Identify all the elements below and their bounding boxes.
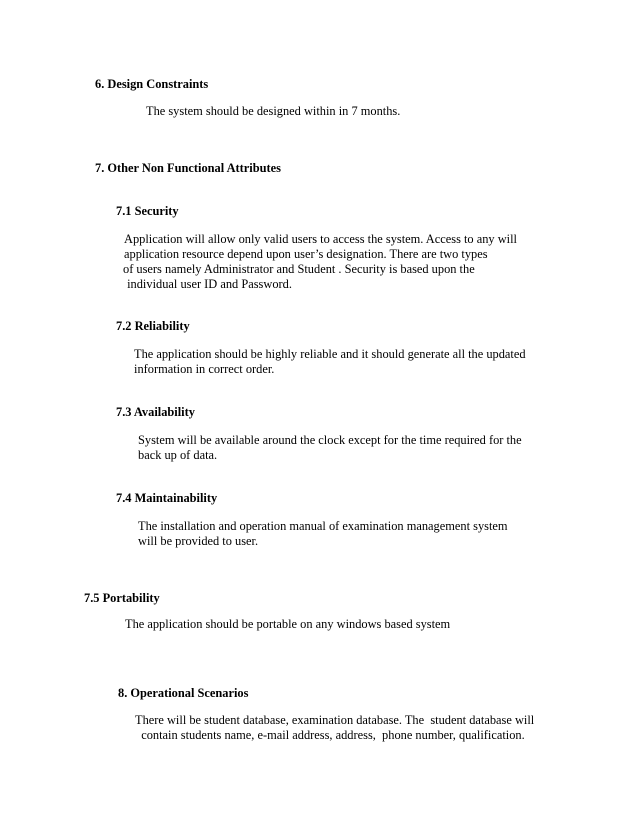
heading-reliability: 7.2 Reliability (116, 319, 190, 333)
heading-other-nfa: 7. Other Non Functional Attributes (95, 161, 281, 175)
availability-text (138, 433, 522, 463)
security-line: Application will allow only valid users to access the system. Access to any will (124, 232, 517, 246)
heading-maintainability: 7.4 Maintainability (116, 491, 218, 505)
operational-text (135, 713, 534, 743)
heading-operational-scenarios: 8. Operational Scenarios (118, 686, 249, 700)
availability-line: back up of data. (138, 448, 218, 462)
maintainability-text (138, 519, 508, 549)
operational-line: contain students name, e-mail address, address, phone number, qualification. (135, 728, 525, 742)
reliability-line: information in correct order. (134, 362, 275, 376)
heading-portability: 7.5 Portability (84, 591, 160, 605)
security-text (124, 232, 517, 292)
operational-line: There will be student database, examination database. The student database will (135, 713, 535, 727)
maintainability-line: The installation and operation manual of examination management system (138, 519, 508, 533)
availability-line: System will be available around the clock except for the time required for the (138, 433, 522, 447)
maintainability-line: will be provided to user. (138, 534, 259, 548)
heading-availability: 7.3 Availability (116, 405, 195, 419)
heading-security: 7.1 Security (116, 204, 179, 218)
reliability-text (134, 347, 526, 377)
reliability-line: The application should be highly reliable and it should generate all the updated (134, 347, 526, 361)
design-constraints-text: The system should be designed within in 7 months. (146, 104, 401, 118)
security-line: of users namely Administrator and Student . Security is based upon the (123, 262, 475, 276)
heading-design-constraints: 6. Design Constraints (95, 77, 209, 91)
portability-text: The application should be portable on any windows based system (125, 617, 451, 631)
security-line: application resource depend upon user’s designation. There are two types (124, 247, 488, 261)
security-line: individual user ID and Password. (124, 277, 292, 291)
